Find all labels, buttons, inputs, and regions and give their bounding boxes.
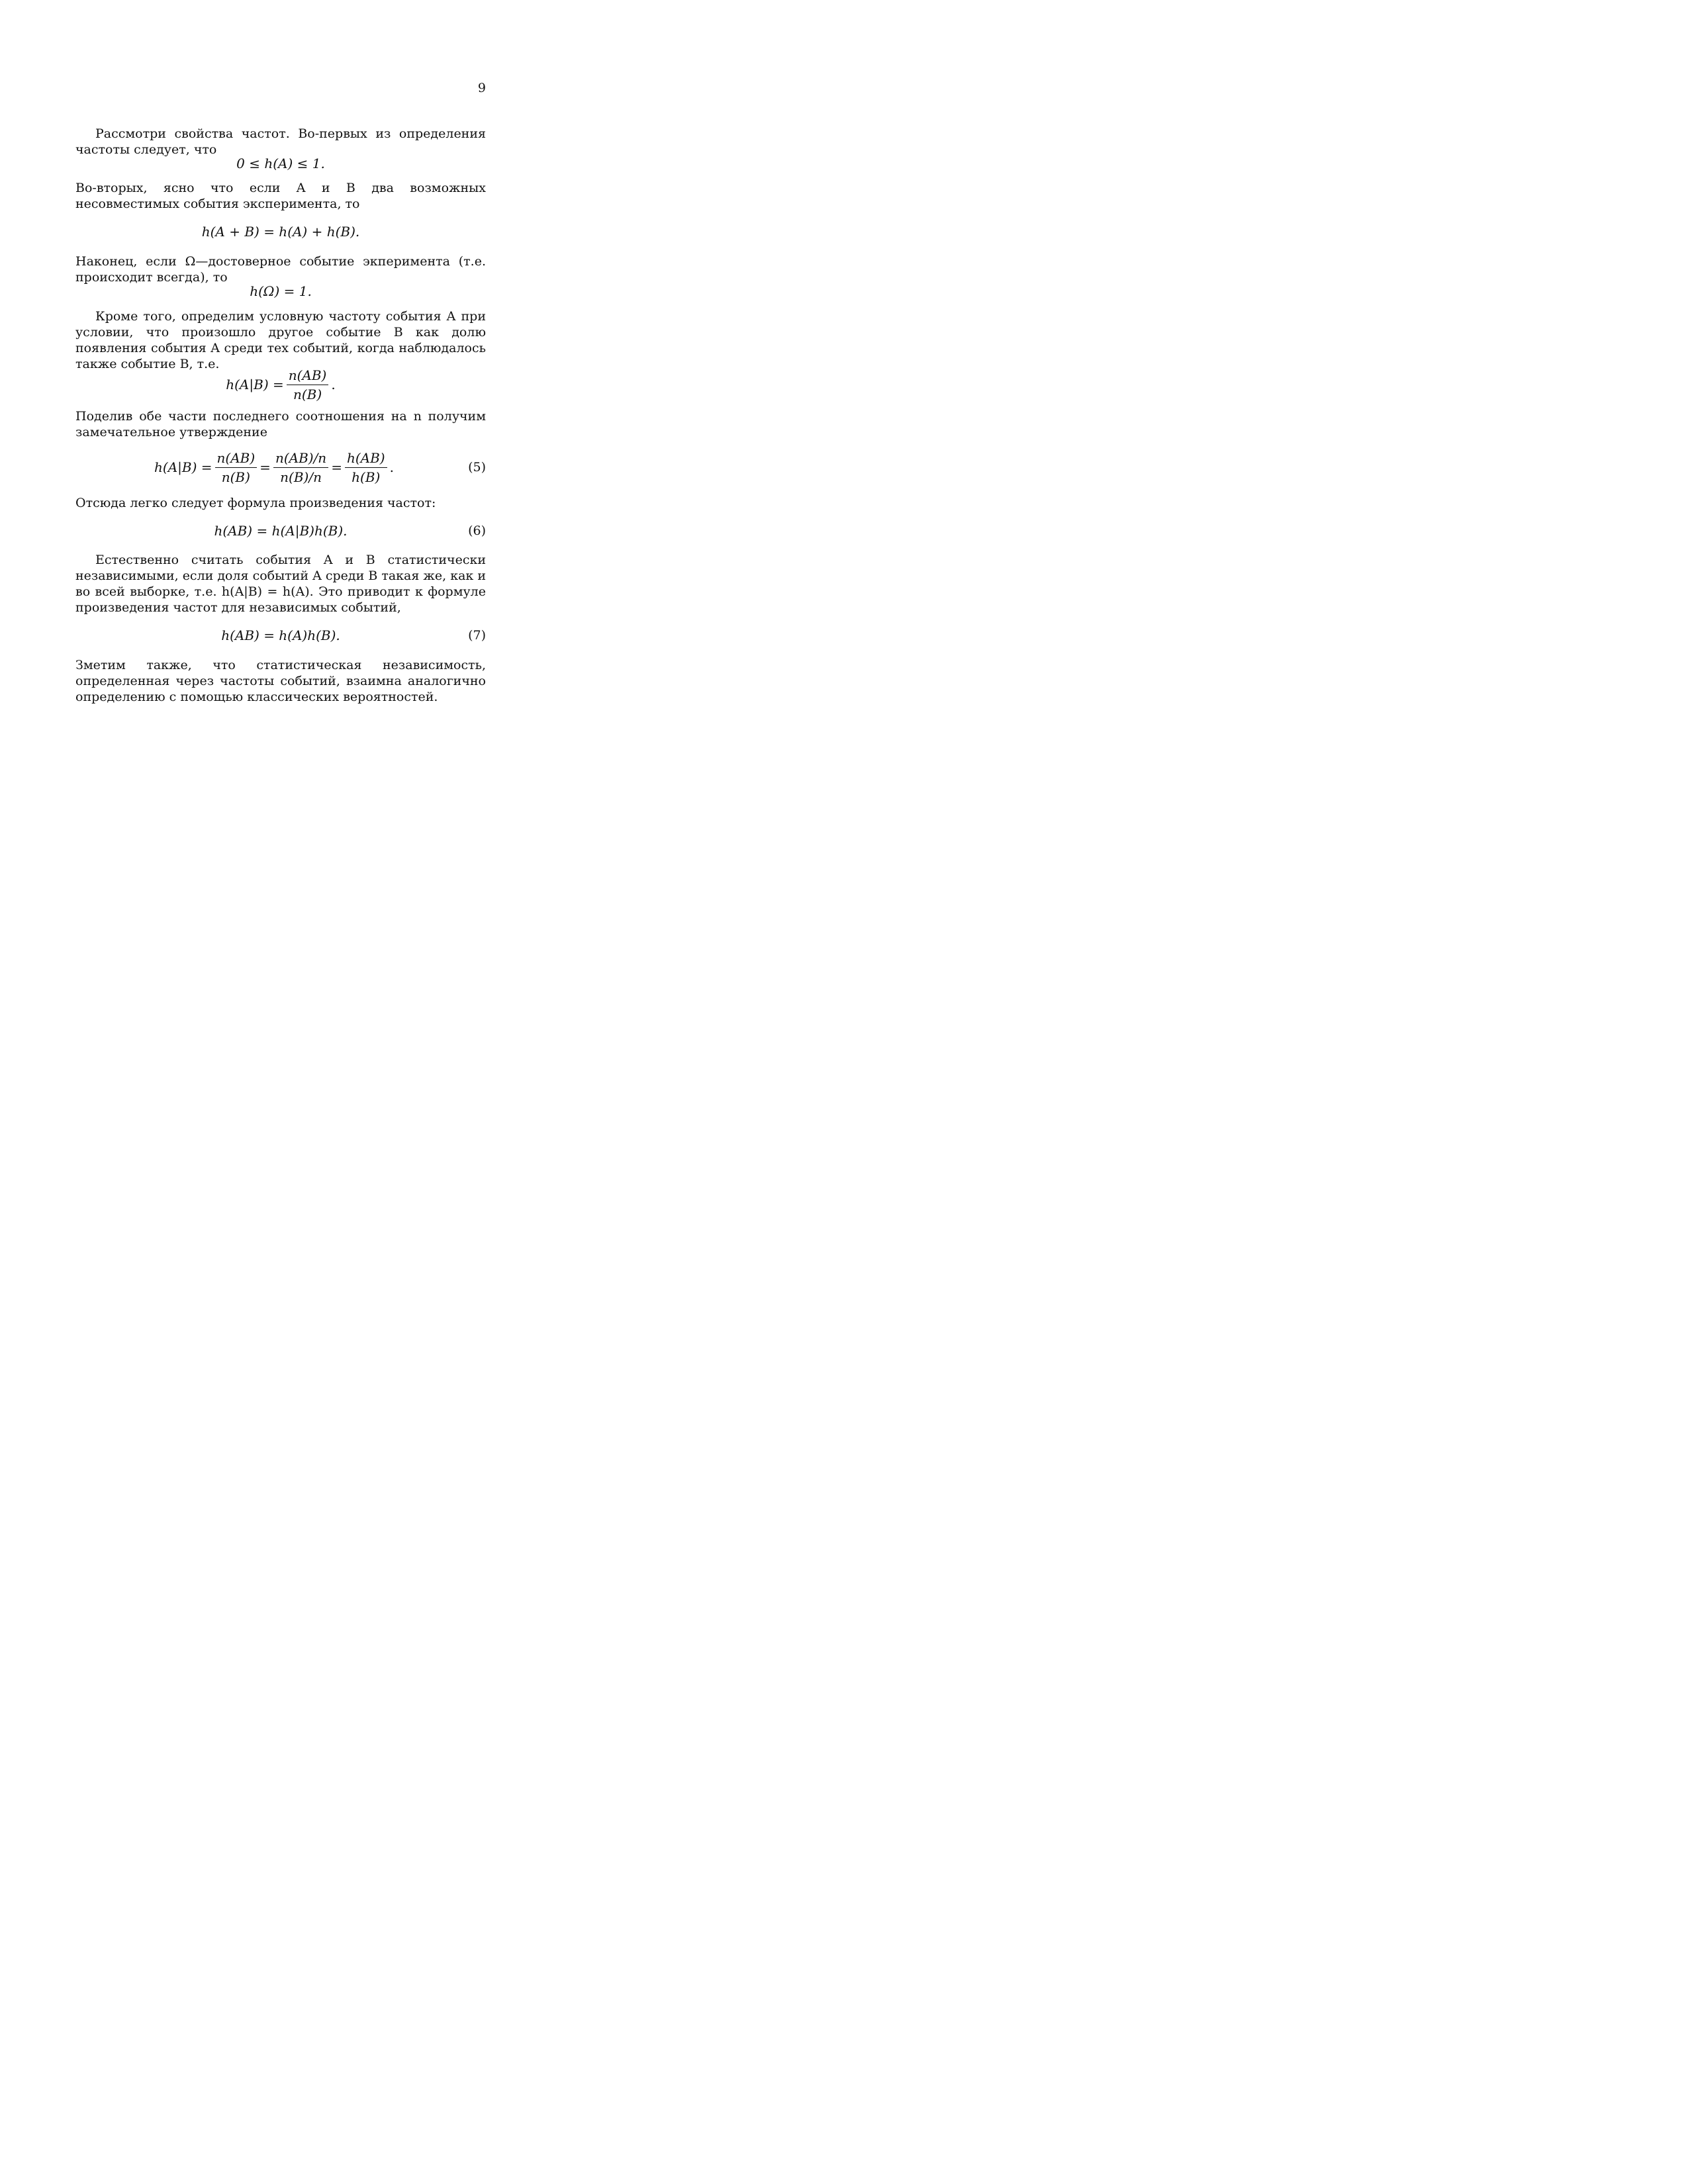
equation-certain-event: h(Ω) = 1. xyxy=(250,283,312,299)
equation-number-5: (5) xyxy=(468,460,486,475)
eq5-fraction-3: $\frac{h(AB)}{h(B)}$ xyxy=(345,450,387,485)
equation-inequality: 0 ≤ h(A) ≤ 1. xyxy=(236,156,325,171)
paragraph-7: Естественно считать события A и B статистически независимыми, если доля событий A среди B такая же, как и во всей выборке, т.е. h(A|B) = h(A). Это приводит к формуле произведения частот для независимых событий, xyxy=(75,553,486,615)
paragraph-6: Отсюда легко следует формула произведения частот: xyxy=(75,496,436,510)
document-page xyxy=(0,0,810,1048)
paragraph-3: Наконец, если Ω—достоверное событие экперимента (т.е. происходит всегда), то xyxy=(75,254,486,285)
eq5-fraction-1: $\frac{n(AB)}{n(B)}$ xyxy=(215,450,258,485)
equation-number-6: (6) xyxy=(468,523,486,538)
paragraph-4: Кроме того, определим условную частоту события A при условии, что произошло другое событие B как долю появления события A среди тех событий, когда наблюдалось также событие B, т.е. xyxy=(75,309,486,371)
paragraph-5: Поделив обе части последнего соотношения на n получим замечательное утверждение xyxy=(75,409,486,439)
eq5-fraction-2: $\frac{n(AB)/n}{n(B)/n}$ xyxy=(273,450,328,485)
equation-conditional-frequency: h(A|B) = $\frac{n(AB)}{n(B)}$ . xyxy=(226,367,336,402)
eq4-lhs: h(A|B) = xyxy=(226,377,284,392)
equation-number-7: (7) xyxy=(468,628,486,643)
page-number: 9 xyxy=(477,81,486,95)
equation-5: h(A|B) = $\frac{n(AB)}{n(B)}$ = $\frac{n(AB)/n}{n(B)/n}$ = $\frac{h(AB)}{h(B)}$ . (5) xyxy=(154,449,486,485)
eq5-lhs: h(A|B) = xyxy=(154,459,212,475)
paragraph-1: Рассмотри свойства частот. Во-первых из определения частоты следует, что xyxy=(75,126,486,157)
equation-additivity: h(A + B) = h(A) + h(B). xyxy=(201,224,360,240)
equation-6: h(AB) = h(A|B)h(B). (6) xyxy=(75,514,486,547)
eq4-fraction: $\frac{n(AB)}{n(B)}$ xyxy=(287,367,329,402)
paragraph-8: Зметим также, что статистическая независимость, определенная через частоты событий, взаимна аналогично определению с помощью классических вероятностей. xyxy=(75,658,486,704)
equation-7: h(AB) = h(A)h(B). (7) xyxy=(75,619,486,652)
paragraph-2: Во-вторых, ясно что если A и B два возможных несовместимых события эксперимента, то xyxy=(75,181,486,211)
